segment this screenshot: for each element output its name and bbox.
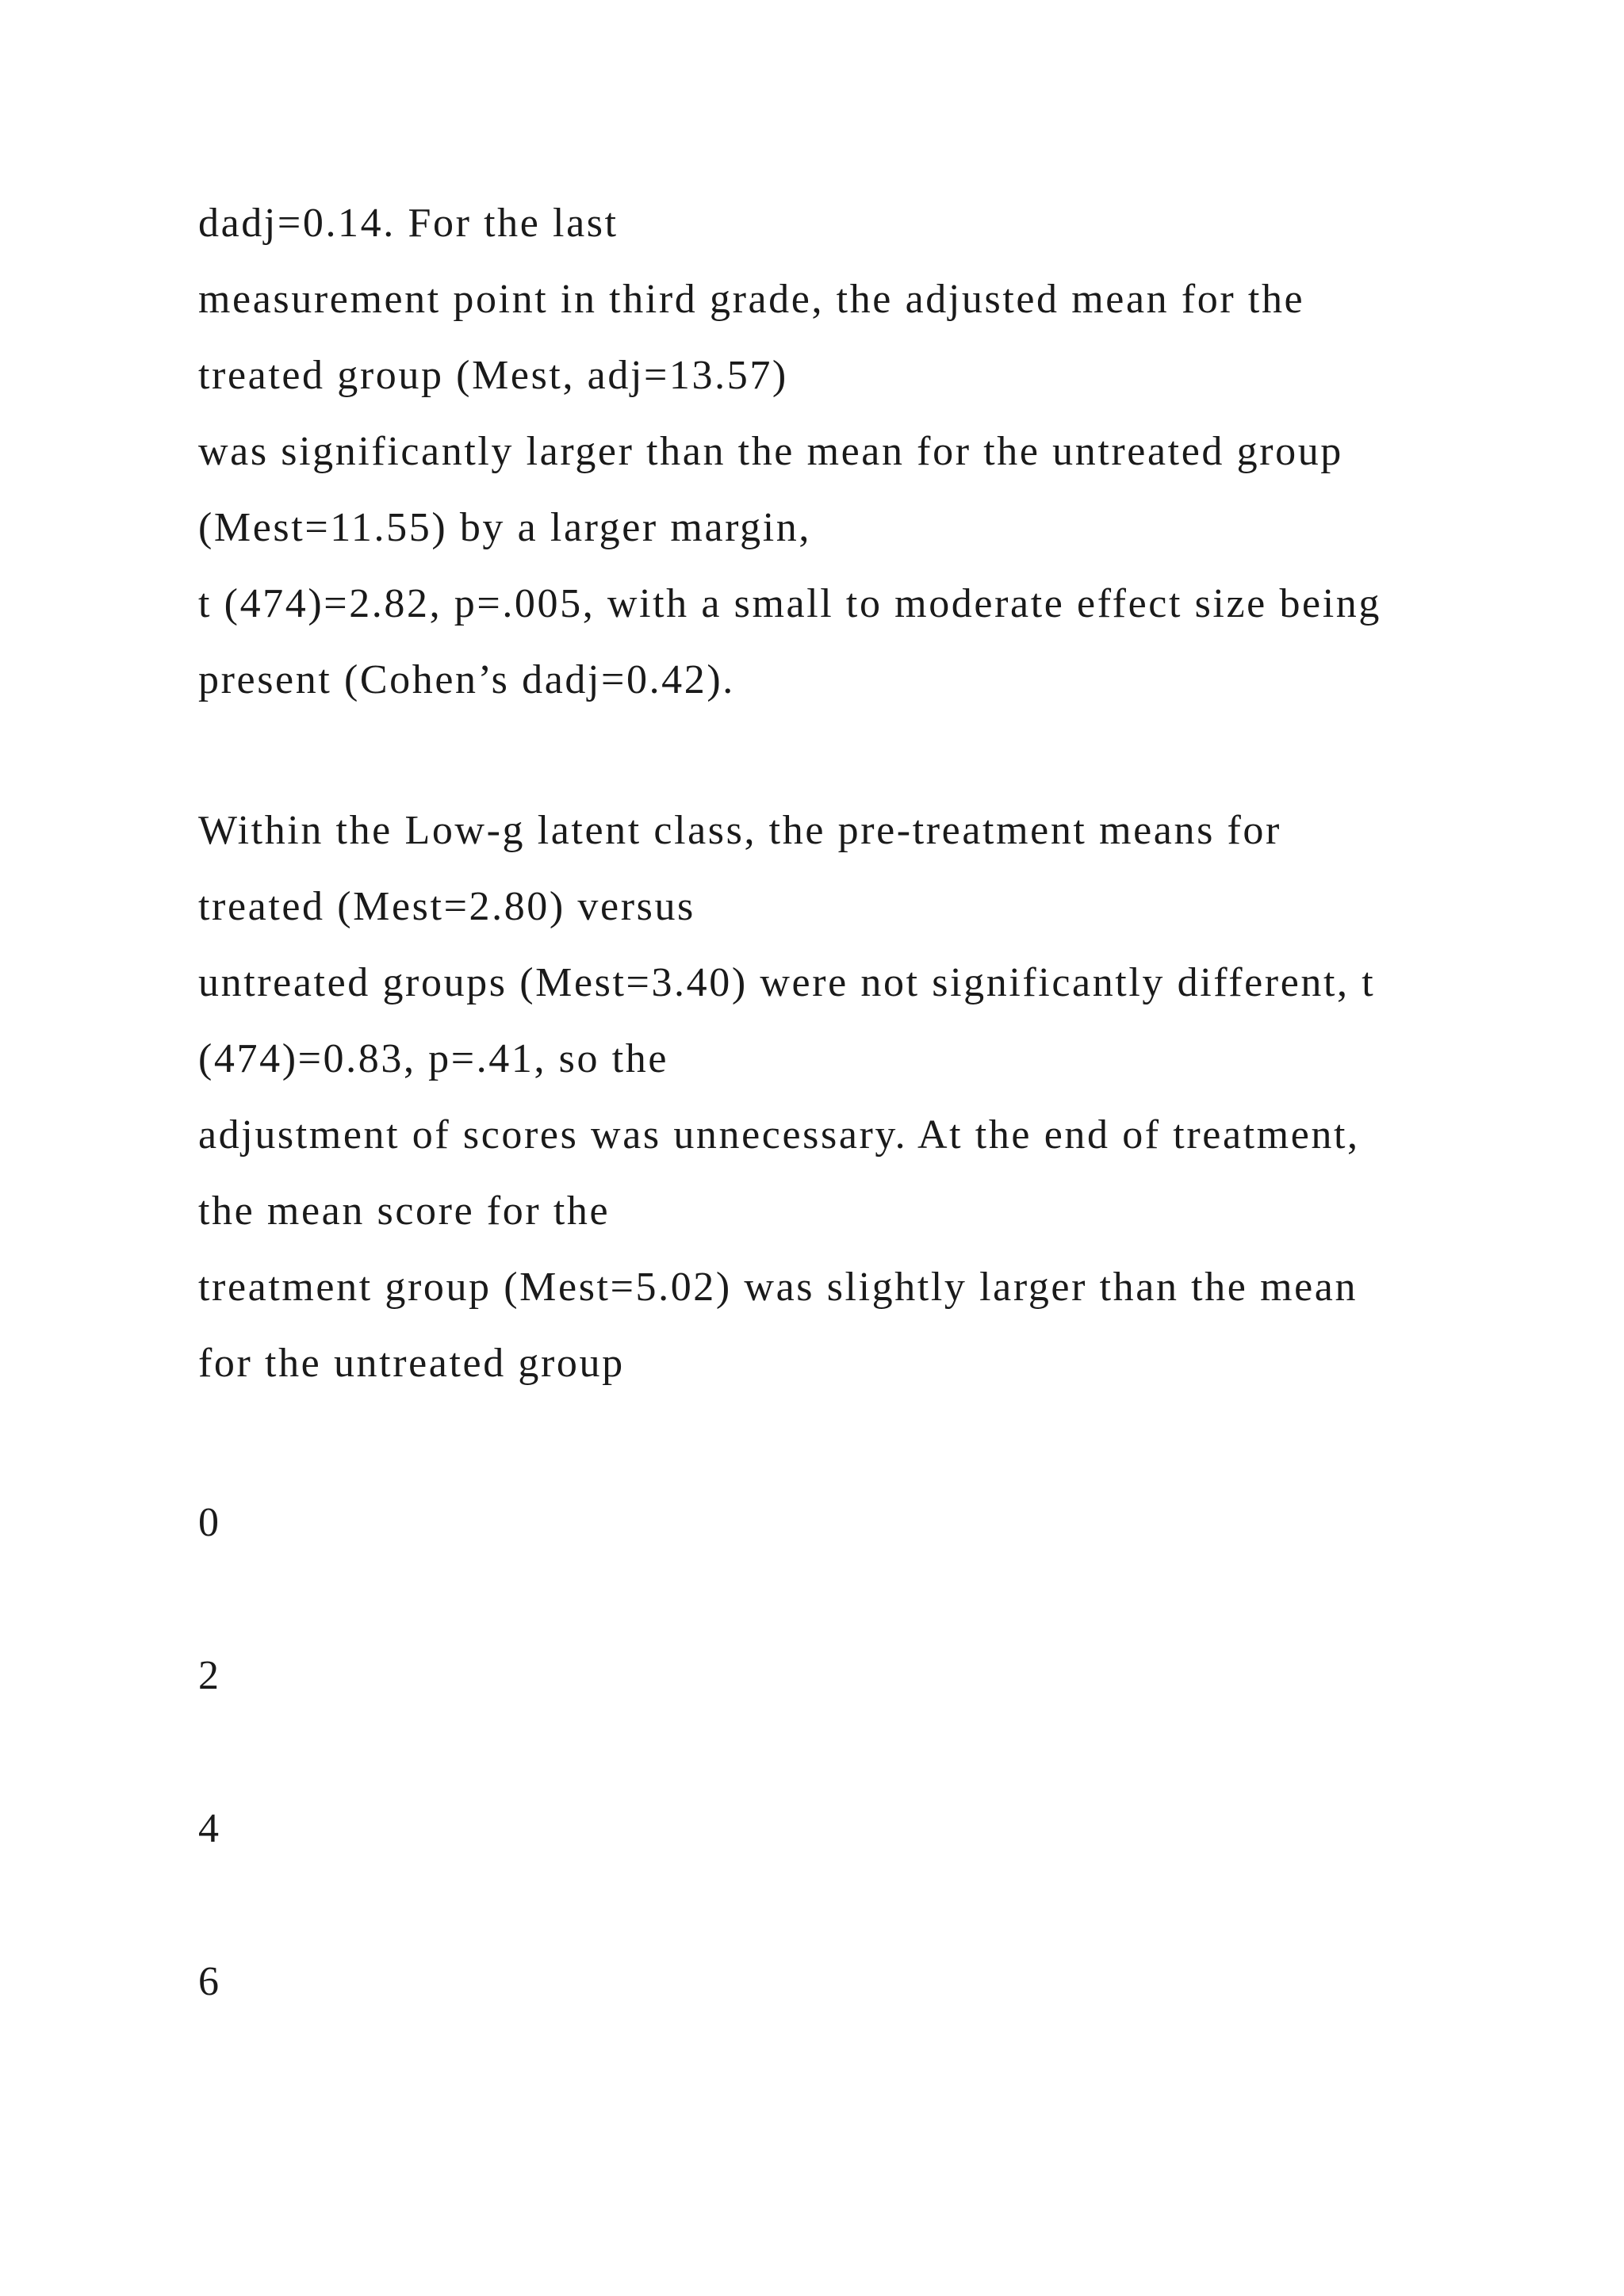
paragraph-line: treated group (Mest, adj=13.57) (198, 353, 788, 398)
paragraph-line: treated (Mest=2.80) versus (198, 884, 695, 929)
paragraph-line: measurement point in third grade, the adjusted mean for the (198, 277, 1305, 322)
paragraph-line: present (Cohen’s dadj=0.42). (198, 657, 735, 702)
paragraph-line: treatment group (Mest=5.02) was slightly larger than the mean (198, 1265, 1358, 1310)
paragraph-1 (198, 186, 1507, 718)
paragraph-line: t (474)=2.82, p=.005, with a small to moderate effect size being (198, 581, 1381, 626)
paragraph-line: Within the Low-g latent class, the pre-treatment means for (198, 808, 1281, 853)
paragraph-line: was significantly larger than the mean for the untreated group (198, 429, 1343, 474)
paragraph-line: (Mest=11.55) by a larger margin, (198, 505, 811, 550)
stray-number: 0 (198, 1500, 221, 1545)
paragraph-line: the mean score for the (198, 1188, 611, 1234)
paragraph-2 (198, 793, 1507, 1402)
paragraph-line: for the untreated group (198, 1341, 625, 1386)
stray-number: 2 (198, 1653, 221, 1698)
stray-number: 6 (198, 1959, 221, 2004)
paragraph-line: untreated groups (Mest=3.40) were not significantly different, t (198, 960, 1376, 1005)
paragraph-line: adjustment of scores was unnecessary. At the end of treatment, (198, 1112, 1360, 1158)
paragraph-line: (474)=0.83, p=.41, so the (198, 1036, 669, 1081)
paragraph-line: dadj=0.14. For the last (198, 201, 619, 246)
stray-number: 4 (198, 1806, 221, 1851)
